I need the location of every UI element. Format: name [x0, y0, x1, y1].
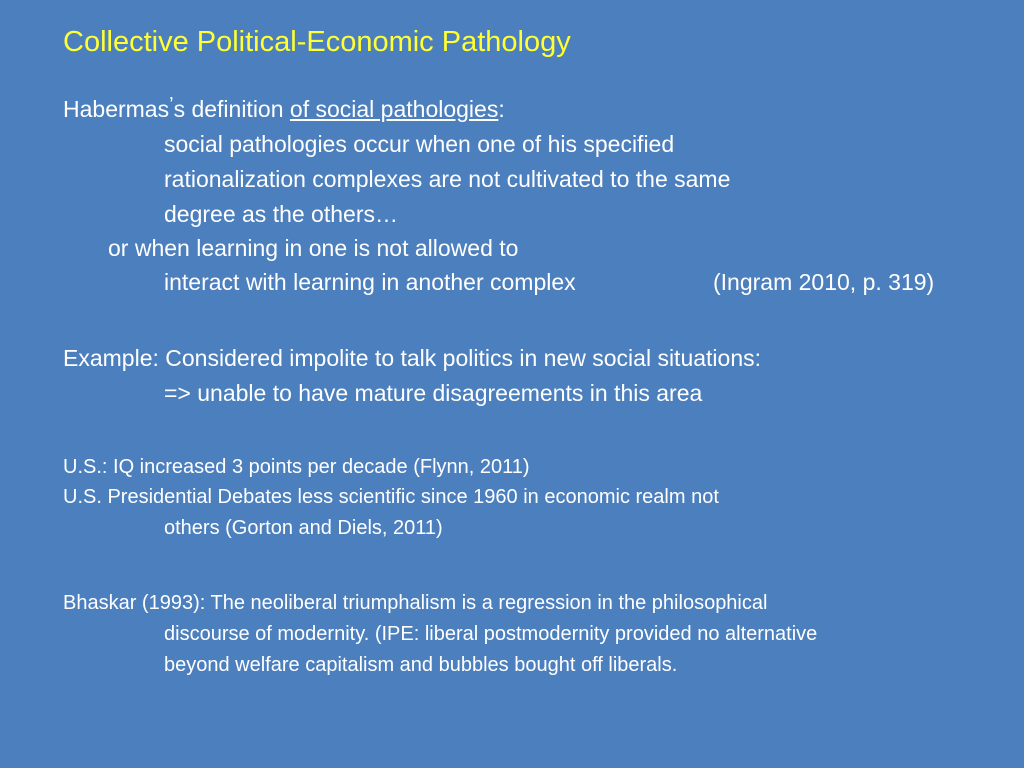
example-line-1: Example: Considered impolite to talk politics in new social situations: — [63, 345, 761, 371]
bhaskar-line-3: beyond welfare capitalism and bubbles bought off liberals. — [164, 654, 678, 676]
example-line-2: => unable to have mature disagreements in this area — [164, 380, 703, 406]
habermas-definition-heading — [63, 96, 505, 123]
bhaskar-line-1: Bhaskar (1993): The neoliberal triumphalism is a regression in the philosophical — [63, 592, 768, 614]
habermas-lead-text: s definition — [173, 96, 290, 122]
habermas-name: Habermas — [63, 96, 170, 122]
habermas-citation: (Ingram 2010, p. 319) — [713, 269, 935, 295]
habermas-line-1: social pathologies occur when one of his specified — [164, 131, 675, 157]
us-fact-line-2: U.S. Presidential Debates less scientific since 1960 in economic realm not — [63, 486, 719, 508]
slide-title: Collective Political-Economic Pathology — [63, 26, 571, 58]
habermas-line-2: rationalization complexes are not cultivated to the same — [164, 166, 731, 192]
us-fact-line-1: U.S.: IQ increased 3 points per decade (Flynn, 2011) — [63, 456, 530, 478]
us-fact-line-3: others (Gorton and Diels, 2011) — [164, 517, 443, 539]
habermas-line-3: degree as the others… — [164, 201, 398, 227]
habermas-line-5: interact with learning in another complex — [164, 269, 576, 295]
habermas-colon: : — [498, 96, 505, 122]
habermas-underlined-phrase: of social pathologies — [289, 96, 499, 122]
bhaskar-line-2: discourse of modernity. (IPE: liberal postmodernity provided no alternative — [164, 623, 818, 645]
habermas-apostrophe: ’ — [169, 94, 174, 116]
habermas-line-4: or when learning in one is not allowed to — [108, 235, 519, 261]
